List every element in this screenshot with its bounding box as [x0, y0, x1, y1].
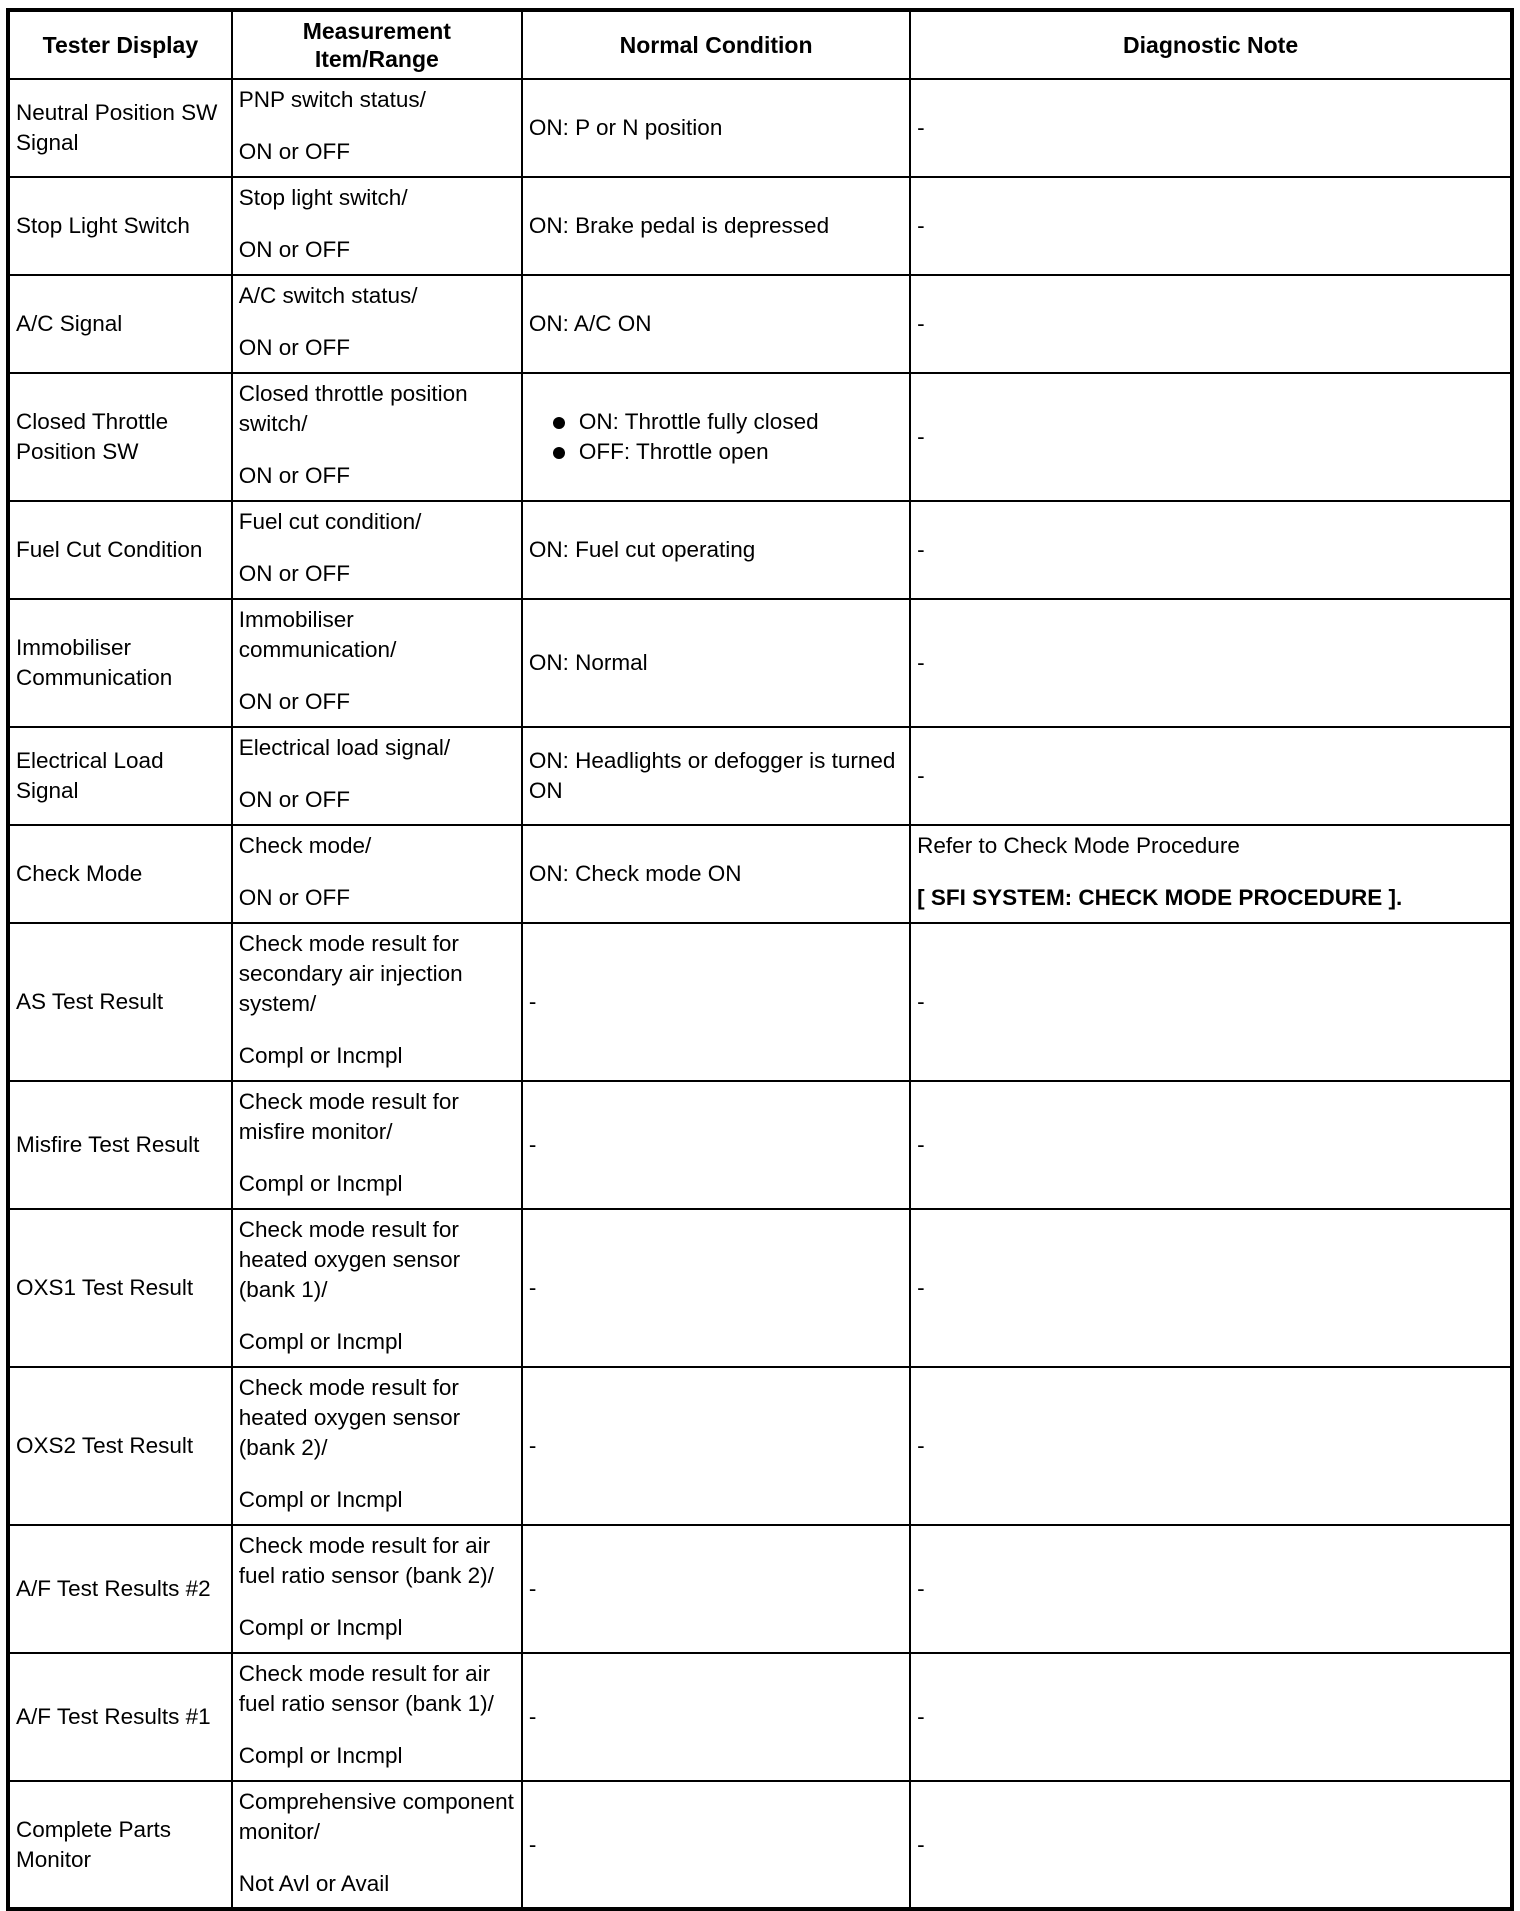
diagnostic-note-cell: - [910, 275, 1512, 373]
table-row [8, 825, 1512, 923]
table-row [8, 1367, 1512, 1525]
diagnostic-note-cell: - [910, 177, 1512, 275]
diagnostic-note-cell: - [910, 373, 1512, 501]
measurement-cell [232, 275, 522, 373]
tester-display-cell: OXS1 Test Result [8, 1209, 232, 1367]
measurement-cell [232, 1081, 522, 1209]
table-row [8, 1525, 1512, 1653]
normal-condition-cell: - [522, 923, 910, 1081]
measurement-item: A/C switch status/ [238, 283, 418, 308]
measurement-range: Compl or Incmpl [238, 1043, 403, 1068]
measurement-range: Compl or Incmpl [238, 1487, 403, 1512]
measurement-range: Compl or Incmpl [238, 1171, 403, 1196]
measurement-item: Check mode result for heated oxygen sensor (bank 2)/ [238, 1375, 461, 1460]
measurement-item: Check mode result for secondary air injection system/ [238, 931, 463, 1016]
table-row [8, 177, 1512, 275]
normal-condition-cell: ON: A/C ON [522, 275, 910, 373]
tester-display-cell: AS Test Result [8, 923, 232, 1081]
table-row [8, 923, 1512, 1081]
normal-condition-cell: - [522, 1081, 910, 1209]
measurement-range: Compl or Incmpl [238, 1329, 403, 1354]
diagnostic-note-cell: - [910, 599, 1512, 727]
tester-display-cell: A/C Signal [8, 275, 232, 373]
header-measurement: Measurement Item/Range [232, 10, 522, 79]
measurement-cell [232, 825, 522, 923]
measurement-item: Closed throttle position switch/ [238, 381, 468, 436]
measurement-cell [232, 923, 522, 1081]
tester-display-cell: Neutral Position SW Signal [8, 79, 232, 177]
table-row [8, 1781, 1512, 1909]
measurement-range: ON or OFF [238, 885, 350, 910]
table-row [8, 1653, 1512, 1781]
diagnostic-note-cell [910, 825, 1512, 923]
normal-condition-cell: ON: Headlights or defogger is turned ON [522, 727, 910, 825]
normal-condition-cell: ON: Normal [522, 599, 910, 727]
data-list-table [6, 8, 1514, 1911]
measurement-cell [232, 373, 522, 501]
measurement-range: Not Avl or Avail [238, 1871, 390, 1896]
diagnostic-note-text: Refer to Check Mode Procedure [917, 833, 1240, 858]
diagnostic-note-cell: - [910, 79, 1512, 177]
tester-display-cell: Electrical Load Signal [8, 727, 232, 825]
tester-display-cell: A/F Test Results #1 [8, 1653, 232, 1781]
measurement-cell [232, 501, 522, 599]
measurement-item: Immobiliser communication/ [238, 607, 397, 662]
list-item: OFF: Throttle open [549, 437, 903, 467]
normal-condition-cell: - [522, 1367, 910, 1525]
measurement-range: ON or OFF [238, 463, 350, 488]
table-row [8, 1209, 1512, 1367]
measurement-item: Electrical load signal/ [238, 735, 451, 760]
measurement-item: PNP switch status/ [238, 87, 426, 112]
tester-display-cell: Misfire Test Result [8, 1081, 232, 1209]
measurement-cell [232, 1367, 522, 1525]
measurement-cell [232, 727, 522, 825]
measurement-item: Comprehensive component monitor/ [238, 1789, 514, 1844]
normal-condition-cell: ON: Brake pedal is depressed [522, 177, 910, 275]
measurement-range: ON or OFF [238, 237, 350, 262]
list-item: ON: Throttle fully closed [549, 407, 903, 437]
diagnostic-note-cell: - [910, 1367, 1512, 1525]
measurement-item: Check mode/ [238, 833, 372, 858]
measurement-item: Stop light switch/ [238, 185, 408, 210]
check-mode-procedure-link[interactable]: [ SFI SYSTEM: CHECK MODE PROCEDURE ]. [917, 885, 1403, 910]
normal-condition-cell: ON: Fuel cut operating [522, 501, 910, 599]
measurement-item: Check mode result for air fuel ratio sensor (bank 2)/ [238, 1533, 494, 1588]
diagnostic-note-cell: - [910, 923, 1512, 1081]
tester-display-cell: Stop Light Switch [8, 177, 232, 275]
measurement-item: Check mode result for heated oxygen sensor (bank 1)/ [238, 1217, 461, 1302]
diagnostic-note-cell: - [910, 1081, 1512, 1209]
normal-condition-cell: - [522, 1525, 910, 1653]
table-row [8, 1081, 1512, 1209]
normal-condition-list [529, 407, 903, 467]
measurement-range: ON or OFF [238, 787, 350, 812]
measurement-cell [232, 1209, 522, 1367]
normal-condition-cell [522, 373, 910, 501]
measurement-item: Check mode result for air fuel ratio sensor (bank 1)/ [238, 1661, 494, 1716]
tester-display-cell: Fuel Cut Condition [8, 501, 232, 599]
tester-display-cell: A/F Test Results #2 [8, 1525, 232, 1653]
normal-condition-cell: ON: P or N position [522, 79, 910, 177]
table-row [8, 373, 1512, 501]
diagnostic-note-cell: - [910, 1781, 1512, 1909]
measurement-cell [232, 79, 522, 177]
header-diagnostic-note: Diagnostic Note [910, 10, 1512, 79]
diagnostic-note-cell: - [910, 501, 1512, 599]
table-row [8, 275, 1512, 373]
tester-display-cell: Closed Throttle Position SW [8, 373, 232, 501]
measurement-range: ON or OFF [238, 335, 350, 360]
tester-display-cell: Check Mode [8, 825, 232, 923]
normal-condition-cell: ON: Check mode ON [522, 825, 910, 923]
measurement-item: Check mode result for misfire monitor/ [238, 1089, 459, 1144]
header-tester-display: Tester Display [8, 10, 232, 79]
tester-display-cell: Immobiliser Communication [8, 599, 232, 727]
measurement-range: ON or OFF [238, 689, 350, 714]
measurement-range: ON or OFF [238, 561, 350, 586]
measurement-cell [232, 1525, 522, 1653]
normal-condition-cell: - [522, 1653, 910, 1781]
table-row [8, 727, 1512, 825]
measurement-item: Fuel cut condition/ [238, 509, 422, 534]
table-row [8, 501, 1512, 599]
diagnostic-note-cell: - [910, 1653, 1512, 1781]
measurement-range: ON or OFF [238, 139, 350, 164]
measurement-cell [232, 177, 522, 275]
header-normal-condition: Normal Condition [522, 10, 910, 79]
normal-condition-cell: - [522, 1209, 910, 1367]
diagnostic-note-cell: - [910, 1209, 1512, 1367]
measurement-cell [232, 599, 522, 727]
diagnostic-note-cell: - [910, 727, 1512, 825]
diagnostic-note-cell: - [910, 1525, 1512, 1653]
measurement-range: Compl or Incmpl [238, 1615, 403, 1640]
table-row [8, 79, 1512, 177]
table-header-row [8, 10, 1512, 79]
measurement-cell [232, 1653, 522, 1781]
measurement-range: Compl or Incmpl [238, 1743, 403, 1768]
tester-display-cell: OXS2 Test Result [8, 1367, 232, 1525]
tester-display-cell: Complete Parts Monitor [8, 1781, 232, 1909]
normal-condition-cell: - [522, 1781, 910, 1909]
measurement-cell [232, 1781, 522, 1909]
table-row [8, 599, 1512, 727]
